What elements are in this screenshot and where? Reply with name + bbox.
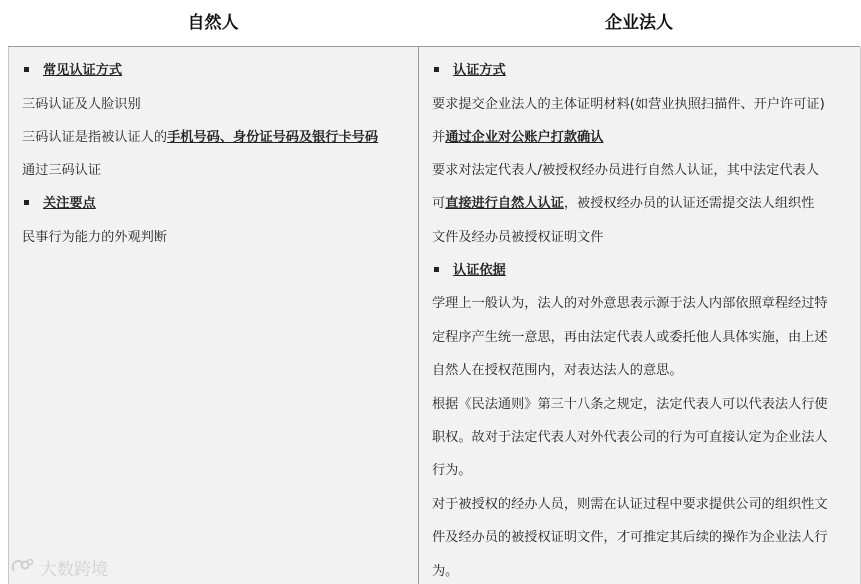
comparison-table: [8, 0, 860, 584]
text-line: 件及经办员的被授权证明文件，才可推定其后续的操作为企业法人行: [432, 530, 828, 545]
bullet-icon: [24, 67, 29, 72]
text-span: 三码认证是指被认证人的: [22, 130, 168, 145]
text-line: 通过三码认证: [22, 163, 102, 178]
bullet-icon: [434, 67, 439, 72]
text-line: 要求对法定代表人/被授权经办员进行自然人认证，其中法定代表人: [432, 163, 819, 178]
watermark-logo-icon: [10, 557, 34, 577]
section-heading: [432, 259, 506, 278]
watermark: [10, 554, 108, 580]
header-corporate-person: 企业法人: [605, 13, 673, 33]
text-line: 定程序产生统一意思，再由法定代表人或委托他人具体实施，由上述: [432, 330, 828, 345]
text-line: 对于被授权的经办人员，则需在认证过程中要求提供公司的组织性文: [432, 497, 828, 512]
text-line: 职权。故对于法定代表人对外代表公司的行为可直接认定为企业法人: [432, 430, 828, 445]
bullet-icon: [24, 200, 29, 205]
text-span: ，被授权经办员的认证还需提交法人组织性: [563, 196, 815, 211]
bullet-icon: [434, 267, 439, 272]
text-span: 并: [432, 130, 446, 145]
text-line: [22, 126, 378, 145]
text-line: [432, 192, 814, 211]
header-natural-person: 自然人: [187, 13, 239, 33]
emphasis-text: 手机号码、身份证号码及银行卡号码: [167, 130, 379, 145]
section-heading: [22, 192, 96, 211]
section-heading: [432, 59, 506, 78]
text-line: [432, 126, 603, 145]
heading-text: 认证方式: [453, 63, 506, 78]
text-line: 三码认证及人脸识别: [22, 97, 141, 112]
heading-text: 认证依据: [453, 263, 506, 278]
section-heading: [22, 59, 122, 78]
heading-text: 关注要点: [43, 196, 96, 211]
corporate-person-column: [418, 47, 861, 584]
watermark-text: 大数跨境: [40, 559, 108, 580]
text-line: 行为。: [432, 463, 472, 478]
natural-person-column: [8, 47, 418, 584]
text-line: 为。: [432, 564, 459, 579]
text-span: 可: [432, 196, 446, 211]
table-header: [8, 0, 860, 47]
text-line: 要求提交企业法人的主体证明材料(如营业执照扫描件、开户许可证): [432, 97, 825, 112]
text-line: 根据《民法通则》第三十八条之规定，法定代表人可以代表法人行使: [432, 397, 828, 412]
text-line: 自然人在授权范围内，对表达法人的意思。: [432, 363, 683, 378]
text-line: 学理上一般认为，法人的对外意思表示源于法人内部依照章程经过特: [432, 296, 828, 311]
heading-text: 常见认证方式: [43, 63, 123, 78]
text-line: 文件及经办员被授权证明文件: [432, 230, 604, 245]
text-line: 民事行为能力的外观判断: [22, 230, 168, 245]
emphasis-text: 直接进行自然人认证: [445, 196, 564, 211]
emphasis-text: 通过企业对公账户打款确认: [445, 130, 604, 145]
